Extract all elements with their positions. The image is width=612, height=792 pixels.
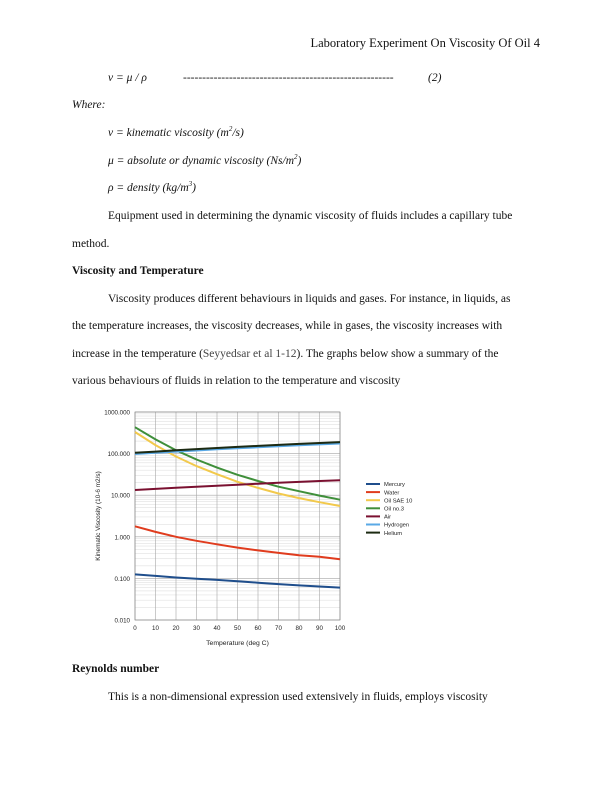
x-tick-label: 30 bbox=[193, 625, 200, 632]
x-axis-title: Temperature (deg C) bbox=[206, 640, 269, 647]
paragraph-2-line-3: increase in the temperature (Seyyedsar et al 1-12). The graphs below show a summary of the bbox=[72, 348, 499, 360]
x-tick-label: 70 bbox=[275, 625, 282, 632]
paragraph-2-line-2: the temperature increases, the viscosity decreases, while in gases, the viscosity increases with bbox=[72, 320, 503, 332]
where-label: Where: bbox=[72, 99, 106, 111]
x-tick-label: 60 bbox=[254, 625, 262, 632]
running-title: Laboratory Experiment On Viscosity Of Oil bbox=[310, 36, 531, 50]
legend-label: Mercury bbox=[384, 482, 405, 489]
x-tick-label: 80 bbox=[295, 625, 303, 632]
legend-label: Oil SAE 10 bbox=[384, 498, 413, 505]
viscosity-temperature-chart bbox=[92, 405, 432, 653]
legend-label: Helium bbox=[384, 530, 403, 537]
citation: Seyyedsar et al 1-12 bbox=[202, 348, 297, 360]
x-tick-label: 50 bbox=[234, 625, 241, 632]
y-tick-label: 1.000 bbox=[114, 534, 130, 542]
x-tick-label: 40 bbox=[213, 625, 221, 632]
paragraph-3-line-1: This is a non-dimensional expression used extensively in fluids, employs viscosity bbox=[108, 691, 488, 703]
running-header bbox=[310, 36, 540, 51]
section-heading-viscosity-temperature: Viscosity and Temperature bbox=[72, 265, 204, 277]
legend-label: Air bbox=[384, 514, 392, 521]
legend-label: Hydrogen bbox=[384, 522, 410, 529]
legend-label: Oil no.3 bbox=[384, 506, 404, 513]
equation-dashes: ------------------------------------------------------- bbox=[183, 72, 394, 84]
page-number: 4 bbox=[533, 36, 540, 50]
paragraph-1-line-2: method. bbox=[72, 238, 110, 250]
definition-mu: μ = absolute or dynamic viscosity $(Ns/m^2)$ bbox=[108, 153, 302, 167]
x-tick-label: 10 bbox=[152, 625, 159, 632]
y-tick-label: 1000.000 bbox=[104, 409, 130, 417]
definition-rho: ρ = density $(kg/m^3)$ bbox=[108, 180, 197, 194]
paragraph-2-line-4: various behaviours of fluids in relation to the temperature and viscosity bbox=[72, 375, 401, 387]
y-tick-label: 10.000 bbox=[111, 492, 130, 500]
y-axis-title: Kinematic Viscosity (10-6 m2/s) bbox=[95, 471, 102, 561]
legend-label: Water bbox=[384, 490, 400, 497]
definition-v: v = kinematic viscosity $(m^2/s)$ bbox=[108, 125, 244, 139]
y-tick-label: 0.100 bbox=[114, 575, 130, 583]
paragraph-2-line-1: Viscosity produces different behaviours in liquids and gases. For instance, in liquids, as bbox=[108, 293, 511, 305]
equation: v = μ / ρ bbox=[108, 72, 147, 84]
x-tick-label: 100 bbox=[334, 625, 346, 632]
y-tick-label: 100.000 bbox=[107, 451, 130, 459]
paragraph-1-line-1: Equipment used in determining the dynamic viscosity of fluids includes a capillary tube bbox=[108, 210, 513, 222]
y-tick-label: 0.010 bbox=[114, 617, 130, 625]
x-tick-label: 90 bbox=[316, 625, 323, 632]
x-tick-label: 0 bbox=[133, 625, 137, 632]
section-heading-reynolds: Reynolds number bbox=[72, 663, 160, 675]
x-tick-label: 20 bbox=[172, 625, 180, 632]
equation-number: (2) bbox=[428, 72, 442, 84]
